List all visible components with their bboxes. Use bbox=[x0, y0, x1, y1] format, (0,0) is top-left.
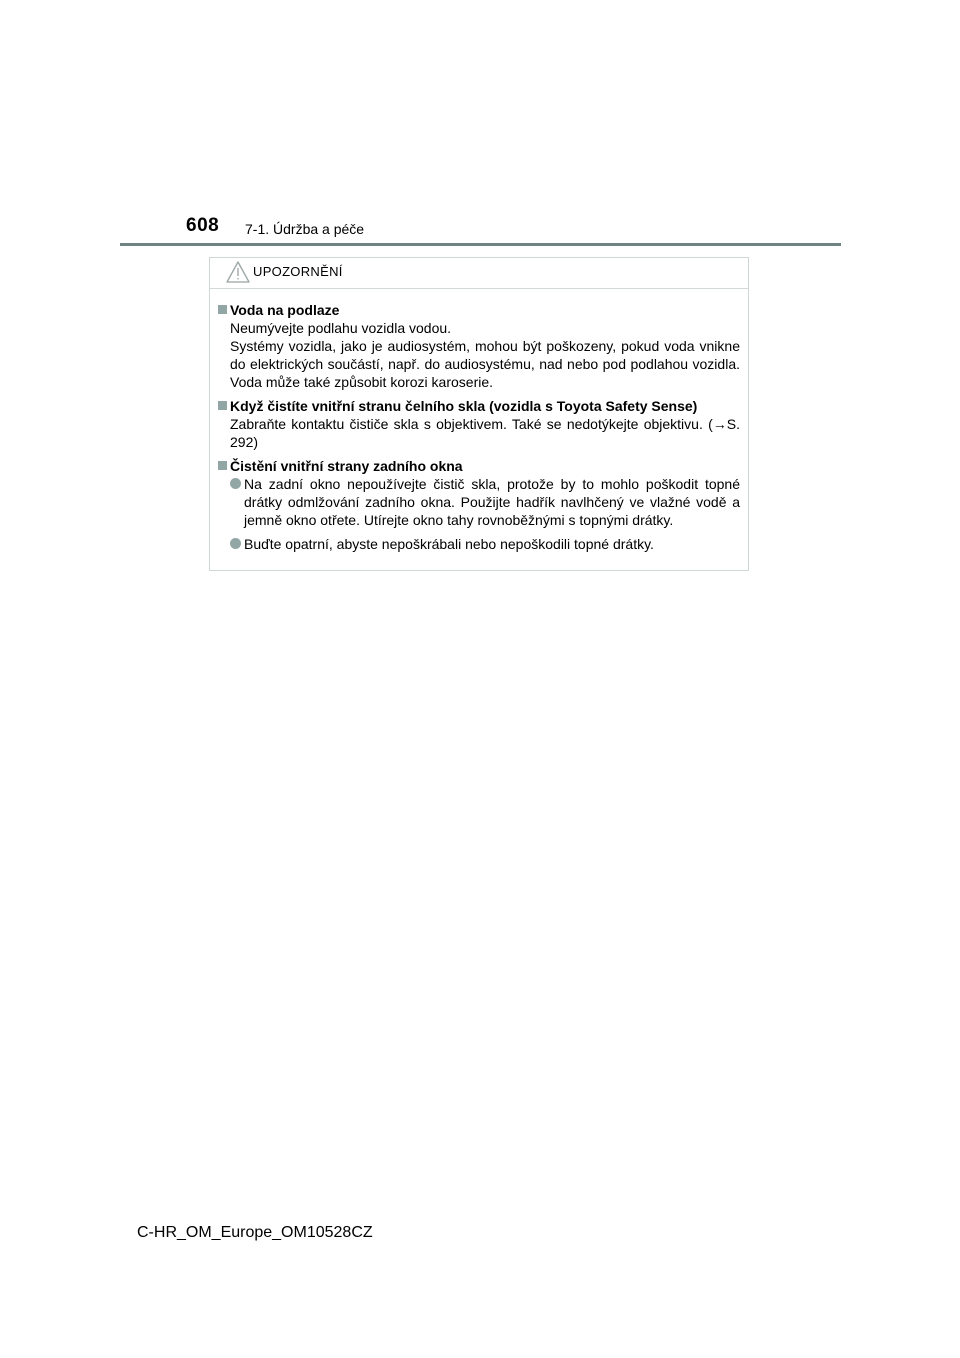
warning-box bbox=[209, 257, 749, 571]
square-bullet-icon bbox=[218, 401, 227, 410]
paragraph: Systémy vozidla, jako je audiosystém, mohou být poškozeny, pokud voda vnikne do elektrických součástí, např. do audiosystému, nad nebo pod podlahou vozidla. Voda může také způsobit korozi karoserie. bbox=[230, 338, 740, 390]
sub-item bbox=[218, 535, 740, 553]
item-heading-text: Když čistíte vnitřní stranu čelního skla (vozidla s Toyota Safety Sense) bbox=[230, 398, 698, 414]
warning-title: UPOZORNĚNÍ bbox=[253, 264, 343, 279]
circle-bullet-icon bbox=[230, 478, 241, 489]
warning-item-rear-window bbox=[218, 457, 740, 553]
item-heading-text: Voda na podlaze bbox=[230, 302, 340, 318]
section-title: 7-1. Údržba a péče bbox=[245, 221, 365, 237]
sub-item bbox=[218, 475, 740, 529]
item-heading bbox=[218, 301, 740, 319]
item-heading-text: Čistění vnitřní strany zadního okna bbox=[230, 458, 463, 474]
square-bullet-icon bbox=[218, 461, 227, 470]
warning-item-windshield bbox=[218, 397, 740, 451]
page-number: 608 bbox=[186, 215, 220, 236]
sub-item-text: Buďte opatrní, abyste nepoškrábali nebo nepoškodili topné drátky. bbox=[244, 536, 654, 552]
item-heading bbox=[218, 457, 740, 475]
item-text bbox=[218, 415, 740, 451]
paragraph: Zabraňte kontaktu čističe skla s objektivem. Také se nedotýkejte objektivu. (→S. 292) bbox=[230, 416, 740, 450]
warning-body bbox=[210, 289, 748, 553]
warning-triangle-icon bbox=[226, 261, 250, 288]
square-bullet-icon bbox=[218, 305, 227, 314]
item-heading bbox=[218, 397, 740, 415]
paragraph: Neumývejte podlahu vozidla vodou. bbox=[230, 320, 452, 336]
header-rule bbox=[120, 243, 841, 246]
circle-bullet-icon bbox=[230, 538, 241, 549]
warning-item-floor-water bbox=[218, 301, 740, 391]
footer-document-code: C-HR_OM_Europe_OM10528CZ bbox=[137, 1224, 373, 1241]
item-text bbox=[218, 319, 740, 391]
warning-header bbox=[210, 258, 748, 289]
sub-item-text: Na zadní okno nepoužívejte čistič skla, protože by to mohlo poškodit topné drátky odmlžování zadního okna. Použijte hadřík navlhčený ve vlažné vodě a jemně okno otřete. Utírejte okno tahy rovnoběžnými s topnými drátky. bbox=[244, 476, 740, 528]
